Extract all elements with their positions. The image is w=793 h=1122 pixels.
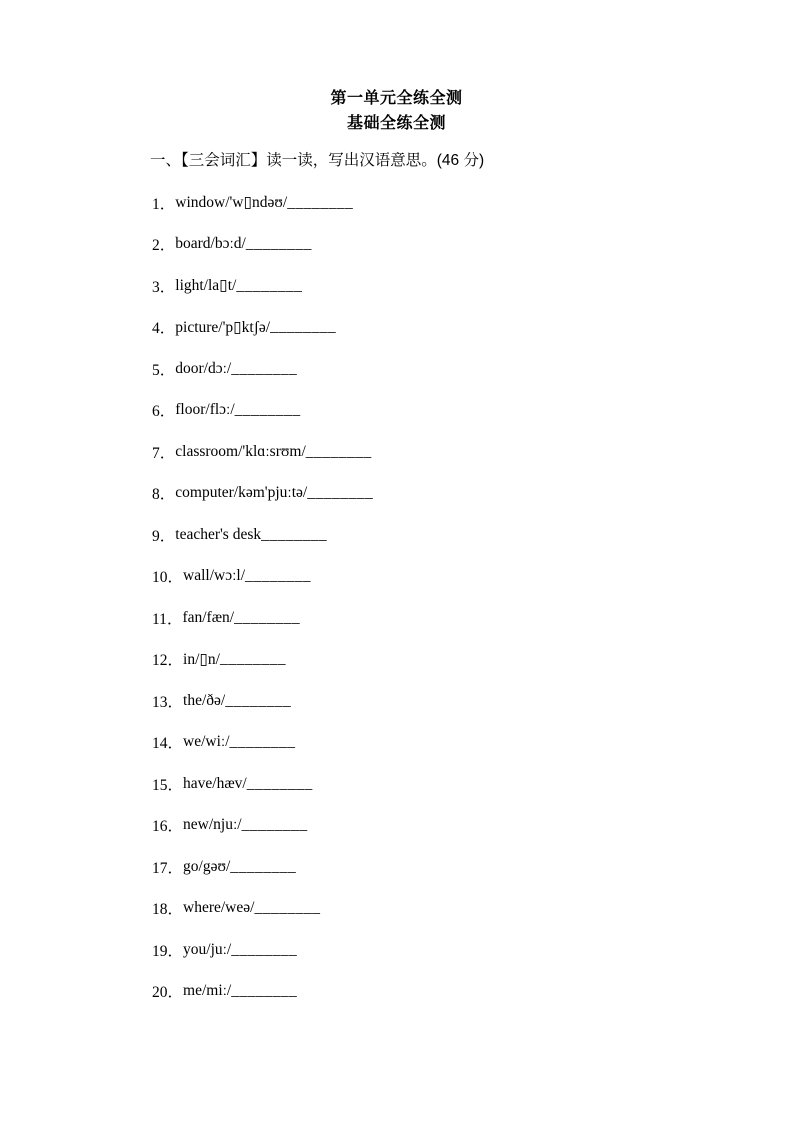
vocab-item-blank: ________ — [231, 359, 298, 377]
vocab-item-text: door/dɔː/ — [175, 359, 232, 377]
vocab-item-number: 6 ． — [152, 399, 175, 421]
vocab-item-blank: ________ — [225, 691, 292, 709]
vocab-item-number: 16 ． — [152, 814, 183, 836]
vocab-item-text: teacher's desk — [175, 525, 262, 543]
vocab-item-number: 13 ． — [152, 690, 183, 712]
vocab-item-blank: ________ — [231, 982, 298, 1000]
vocab-item-number: 4 ． — [152, 316, 175, 338]
vocab-item-number: 2 ． — [152, 233, 175, 255]
vocab-item-text: we/wiː/ — [183, 733, 230, 751]
vocab-item-text: where/weə/ — [183, 899, 255, 917]
vocab-item-blank: ________ — [230, 857, 297, 875]
vocab-item — [152, 265, 793, 307]
vocab-item — [152, 390, 793, 432]
vocab-item-text: light/la▯t/ — [175, 277, 237, 295]
vocab-item-number: 7 ． — [152, 441, 175, 463]
vocab-item-text: in/▯n/ — [183, 650, 220, 668]
vocab-item-text: new/njuː/ — [183, 816, 242, 834]
vocab-item-blank: ________ — [270, 318, 337, 336]
vocab-item-number: 3 ． — [152, 275, 175, 297]
vocab-item-text: floor/flɔː/ — [175, 401, 235, 419]
vocab-item — [152, 639, 793, 681]
vocab-item-text: board/bɔːd/ — [175, 235, 246, 253]
vocab-item-text: go/gəʊ/ — [183, 857, 231, 875]
vocab-item-text: me/miː/ — [183, 982, 232, 1000]
section-header: 一、【三会词汇】读一读，写出汉语意思。(46 分) — [150, 152, 485, 169]
vocab-item-number: 20 ． — [152, 980, 183, 1002]
vocab-item-blank: ________ — [261, 525, 328, 543]
vocab-item-text: computer/kəm'pjuːtə/ — [175, 484, 308, 502]
vocab-item-blank: ________ — [236, 276, 303, 294]
vocab-item-number: 17 ． — [152, 856, 183, 878]
vocab-item-text: the/ðə/ — [183, 691, 226, 709]
vocab-item — [152, 846, 793, 888]
vocab-item-number: 11 ． — [152, 607, 182, 629]
vocab-item-number: 12 ． — [152, 648, 183, 670]
vocab-item-number: 14 ． — [152, 731, 183, 753]
page-title: 第一单元全练全测 — [330, 90, 463, 107]
vocab-item-blank: ________ — [234, 608, 301, 626]
vocab-item-text: have/hæv/ — [183, 774, 247, 792]
page-subtitle: 基础全练全测 — [346, 115, 446, 132]
vocab-item-number: 15 ． — [152, 773, 183, 795]
vocab-item-number: 9 ． — [152, 524, 175, 546]
vocab-item — [152, 348, 793, 390]
vocab-item-blank: ________ — [234, 401, 301, 419]
vocab-item — [152, 556, 793, 598]
vocab-item — [152, 431, 793, 473]
vocab-item — [152, 888, 793, 930]
vocab-item-number: 1 ． — [152, 192, 175, 214]
vocab-item — [152, 805, 793, 847]
vocab-item — [152, 763, 793, 805]
vocab-item-text: you/juː/ — [183, 940, 232, 958]
vocab-item-blank: ________ — [307, 484, 374, 502]
vocab-item — [152, 971, 793, 1013]
vocab-item-number: 8 ． — [152, 482, 175, 504]
vocab-item-text: picture/'p▯ktʃə/ — [175, 318, 271, 336]
vocab-item-text: window/'w▯ndəʊ/ — [175, 194, 288, 212]
vocab-item-blank: ________ — [229, 733, 296, 751]
vocab-item — [152, 514, 793, 556]
vocab-item — [152, 307, 793, 349]
vocab-item-blank: ________ — [245, 567, 312, 585]
vocab-item-number: 19 ． — [152, 939, 183, 961]
vocab-item-blank: ________ — [246, 774, 313, 792]
vocab-item — [152, 473, 793, 515]
vocab-list — [152, 182, 793, 1012]
vocab-item-blank: ________ — [241, 816, 308, 834]
vocab-item-blank: ________ — [231, 940, 298, 958]
vocab-item-blank: ________ — [287, 193, 354, 211]
vocab-item — [152, 224, 793, 266]
vocab-item-text: wall/wɔːl/ — [183, 567, 246, 585]
vocab-item — [152, 597, 793, 639]
vocab-item-blank: ________ — [305, 442, 372, 460]
vocab-item — [152, 929, 793, 971]
vocab-item — [152, 722, 793, 764]
vocab-item-text: fan/fæn/ — [182, 608, 235, 626]
vocab-item-number: 5 ． — [152, 358, 175, 380]
vocab-item-number: 18 ． — [152, 897, 183, 919]
vocab-item-blank: ________ — [219, 650, 286, 668]
vocab-item-number: 10 ． — [152, 565, 183, 587]
vocab-item-blank: ________ — [245, 235, 312, 253]
vocab-item-text: classroom/'klɑːsrʊm/ — [175, 442, 306, 460]
vocab-item-blank: ________ — [254, 899, 321, 917]
vocab-item — [152, 680, 793, 722]
vocab-item — [152, 182, 793, 224]
